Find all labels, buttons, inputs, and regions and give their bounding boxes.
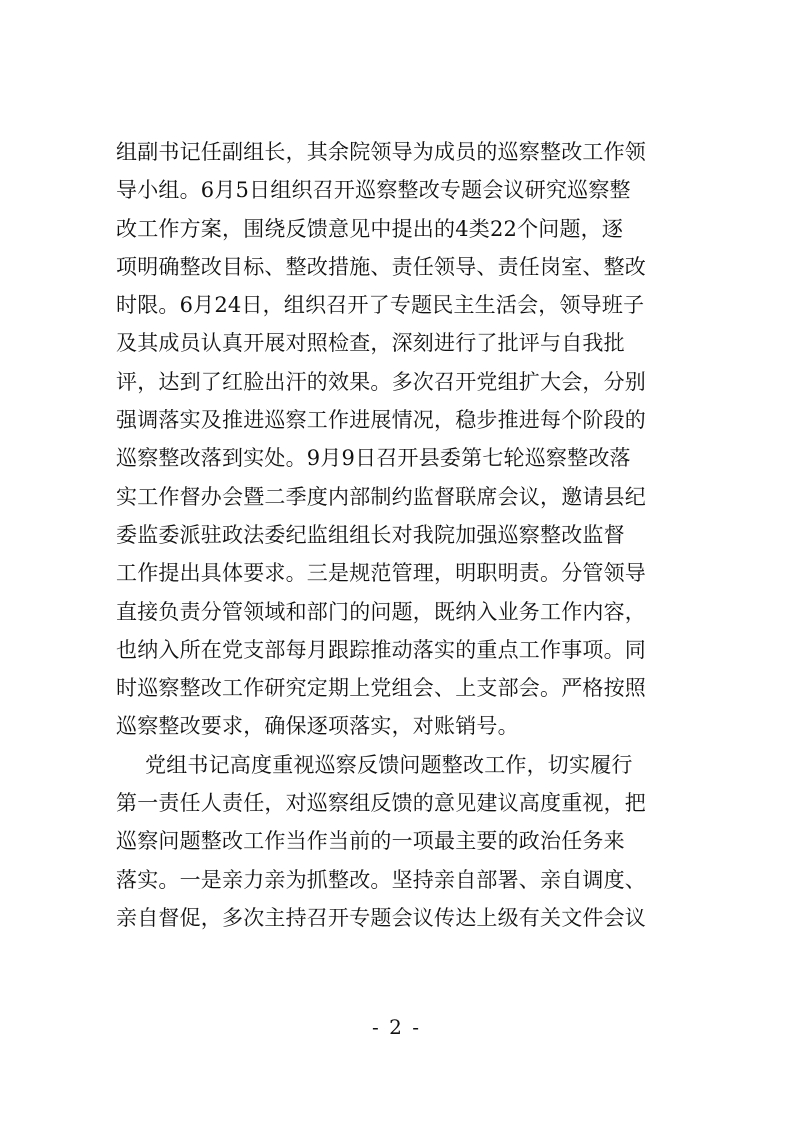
- text-line: 党组书记高度重视巡察反馈问题整改工作，切实履行: [145, 752, 633, 777]
- paragraph-2: [116, 746, 691, 937]
- paragraph-1: [116, 133, 691, 746]
- text-line: 强调落实及推进巡察工作进展情况，稳步推进每个阶段的: [116, 408, 646, 433]
- text-line: 工作提出具体要求。三是规范管理，明职明责。分管领导: [116, 561, 646, 586]
- text-line: 组副书记任副组长，其余院领导为成员的巡察整改工作领: [116, 140, 646, 164]
- text-line: 第一责任人责任，对巡察组反馈的意见建议高度重视，把: [116, 791, 646, 816]
- text-line: 直接负责分管领域和部门的问题，既纳入业务工作内容，: [116, 599, 646, 624]
- text-line: 时巡察整改工作研究定期上党组会、上支部会。严格按照: [116, 676, 646, 701]
- text-line: 实工作督办会暨二季度内部制约监督联席会议，邀请县纪: [116, 484, 646, 509]
- text-line: 委监委派驻政法委纪监组组长对我院加强巡察整改监督: [116, 522, 625, 547]
- page-number: - 2 -: [372, 1015, 421, 1039]
- text-line: 巡察问题整改工作当作当前的一项最主要的政治任务来: [116, 829, 625, 854]
- text-line: 及其成员认真开展对照检查，深刻进行了批评与自我批: [116, 331, 625, 356]
- text-line: 也纳入所在党支部每月跟踪推动落实的重点工作事项。同: [116, 637, 646, 662]
- text-line: 巡察整改要求，确保逐项落实，对账销号。: [116, 714, 519, 739]
- text-line: 亲自督促，多次主持召开专题会议传达上级有关文件会议: [116, 905, 646, 930]
- text-line: 巡察整改落到实处。9月9日召开县委第七轮巡察整改落: [116, 446, 631, 471]
- text-line: 评，达到了红脸出汗的效果。多次召开党组扩大会，分别: [116, 369, 646, 394]
- body-text: [116, 133, 691, 937]
- text-line: 落实。一是亲力亲为抓整改。坚持亲自部署、亲自调度、: [116, 867, 646, 892]
- text-line: 改工作方案，围绕反馈意见中提出的4类22个问题，逐: [116, 216, 624, 241]
- text-line: 导小组。6月5日组织召开巡察整改专题会议研究巡察整: [116, 178, 631, 203]
- text-line: 时限。6月24日，组织召开了专题民主生活会，领导班子: [116, 293, 645, 318]
- text-line: 项明确整改目标、整改措施、责任领导、责任岗室、整改: [116, 254, 646, 279]
